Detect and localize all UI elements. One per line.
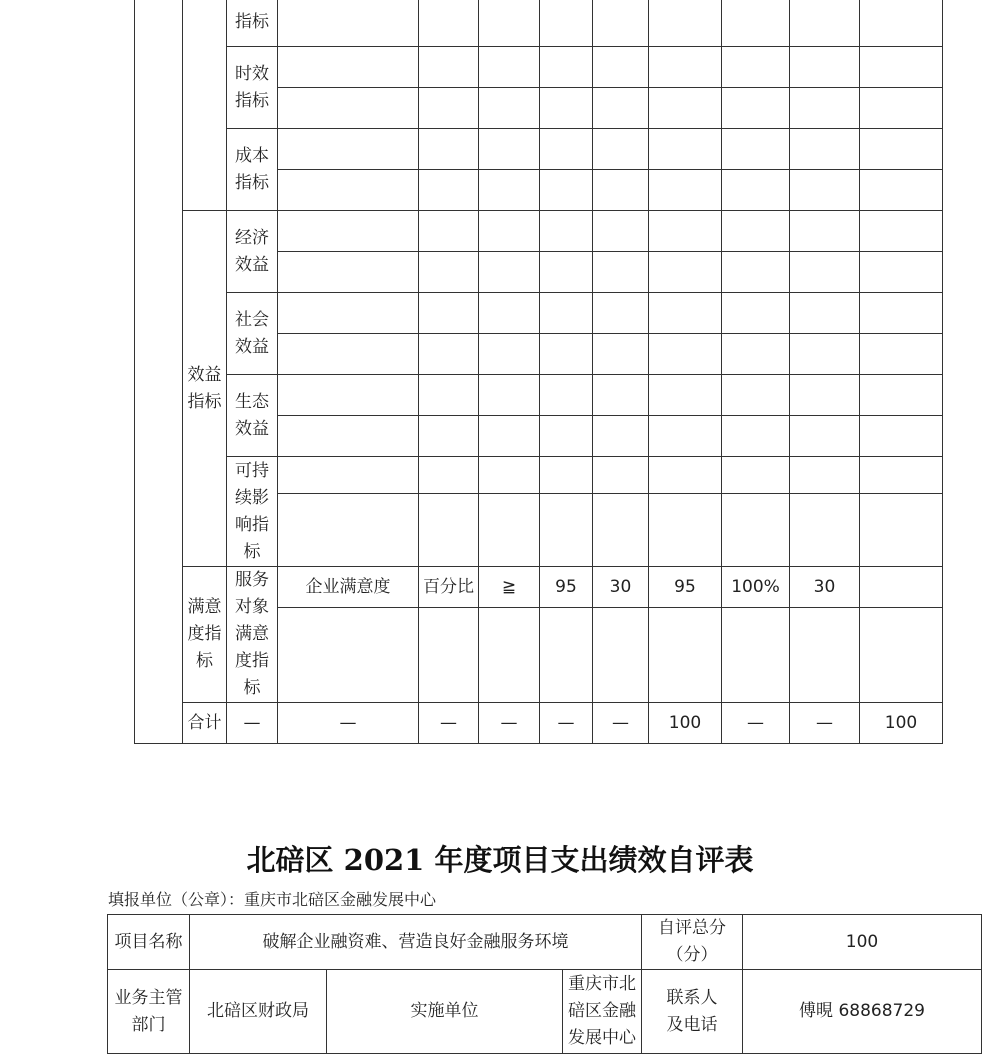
contact-value: 傅晛 68868729: [743, 970, 982, 1054]
level2-indicator-cell: [183, 211, 227, 567]
table-cell: [722, 334, 790, 375]
level3-label: 社会效益: [235, 309, 269, 357]
table-cell: [649, 88, 722, 129]
level3-indicator-cell: [227, 375, 278, 457]
table-cell: [593, 457, 649, 494]
impl-label: 实施单位: [327, 970, 563, 1054]
table-cell: [419, 494, 479, 567]
table-cell: [722, 211, 790, 252]
table-cell: [540, 334, 593, 375]
table-cell: [540, 0, 593, 47]
level1-indicator-cell: [135, 0, 183, 744]
level3-label: 指标: [235, 12, 269, 32]
level2-indicator-cell: [183, 567, 227, 703]
project-name-value: 破解企业融资难、营造良好金融服务环境: [190, 915, 642, 970]
weight-cell: 30: [593, 567, 649, 608]
table-cell: [790, 211, 860, 252]
table-cell: [540, 88, 593, 129]
table-cell: [593, 293, 649, 334]
table-cell: [722, 494, 790, 567]
table-cell: [419, 252, 479, 293]
table-cell: [790, 252, 860, 293]
table-cell: [278, 211, 419, 252]
level3-label: 可持续影响指标: [235, 460, 269, 562]
table-cell: [722, 293, 790, 334]
table-cell: [278, 252, 419, 293]
table-cell: [860, 494, 943, 567]
table-row: [135, 47, 943, 88]
table-cell: [593, 608, 649, 703]
target-value-cell: 95: [540, 567, 593, 608]
table-cell: [540, 252, 593, 293]
table-cell: [649, 494, 722, 567]
table-row: [108, 915, 982, 970]
table-row: [135, 211, 943, 252]
table-cell: [860, 211, 943, 252]
level3-label: 经济效益: [235, 227, 269, 275]
table-cell: [722, 608, 790, 703]
table-cell: [540, 293, 593, 334]
table-cell: [722, 170, 790, 211]
table-cell: [790, 334, 860, 375]
table-cell: [540, 211, 593, 252]
table-cell: [722, 0, 790, 47]
table-cell: [419, 129, 479, 170]
table-cell: [278, 334, 419, 375]
table-cell: [540, 608, 593, 703]
table-cell: [479, 457, 540, 494]
table-cell: [593, 334, 649, 375]
actual-value-cell: 95: [649, 567, 722, 608]
table-cell: [278, 608, 419, 703]
table-cell: [860, 293, 943, 334]
score-cell: 30: [790, 567, 860, 608]
level3-label: 时效指标: [235, 63, 269, 111]
level3-indicator-cell: [227, 211, 278, 293]
filler-unit-line: 填报单位（公章）：重庆市北碚区金融发展中心: [108, 890, 437, 909]
level3-indicator-cell: [227, 567, 278, 703]
contact-label: 联系人及电话: [666, 987, 718, 1035]
unit-cell: 百分比: [419, 567, 479, 608]
table-cell: [479, 416, 540, 457]
table-cell: [790, 0, 860, 47]
level3-indicator-cell: [227, 47, 278, 129]
table-cell: [419, 375, 479, 416]
table-cell: [419, 608, 479, 703]
table-cell: [860, 608, 943, 703]
table-cell: [790, 416, 860, 457]
table-cell: [419, 47, 479, 88]
table-cell: [790, 47, 860, 88]
table-cell: [790, 88, 860, 129]
level3-label: 成本指标: [235, 145, 269, 193]
table-row: [135, 129, 943, 170]
table-cell: [419, 170, 479, 211]
table-cell: [593, 0, 649, 47]
dash-cell: —: [593, 703, 649, 744]
level3-indicator-cell: [227, 0, 278, 47]
indicator-name-cell: 企业满意度: [278, 567, 419, 608]
table-cell: [278, 494, 419, 567]
table-cell: [419, 457, 479, 494]
table-cell: [540, 457, 593, 494]
table-cell: [419, 0, 479, 47]
table-row: [135, 375, 943, 416]
table-cell: [540, 129, 593, 170]
table-row: [108, 970, 982, 1054]
dash-cell: —: [278, 703, 419, 744]
table-cell: [479, 88, 540, 129]
table-cell: [722, 252, 790, 293]
table-cell: [722, 129, 790, 170]
dept-value: 北碚区财政局: [190, 970, 327, 1054]
table-cell: [722, 416, 790, 457]
table-cell: [479, 334, 540, 375]
table-cell: [649, 211, 722, 252]
weight-total-cell: 100: [649, 703, 722, 744]
table-cell: [790, 608, 860, 703]
table-cell: [593, 47, 649, 88]
dept-label-cell: [108, 970, 190, 1054]
dash-cell: —: [722, 703, 790, 744]
table-cell: [479, 211, 540, 252]
table-cell: [593, 170, 649, 211]
table-cell: [860, 457, 943, 494]
table-cell: [722, 47, 790, 88]
table-cell: [593, 129, 649, 170]
dash-cell: —: [540, 703, 593, 744]
table-cell: [593, 252, 649, 293]
table-cell: [593, 494, 649, 567]
table-row: [135, 0, 943, 47]
table-cell: [479, 608, 540, 703]
table-cell: [790, 375, 860, 416]
level2-indicator-cell: [183, 0, 227, 211]
total-row: [135, 703, 943, 744]
contact-label-cell: [642, 970, 743, 1054]
table-cell: [649, 47, 722, 88]
total-score-label: 自评总分（分）: [642, 915, 743, 970]
page-title: 北碚区 2021 年度项目支出绩效自评表: [246, 843, 754, 877]
table-cell: [722, 375, 790, 416]
level3-indicator-cell: [227, 129, 278, 211]
table-cell: [860, 0, 943, 47]
table-cell: [860, 47, 943, 88]
completion-rate-cell: 100%: [722, 567, 790, 608]
project-name-label: 项目名称: [108, 915, 190, 970]
table-row: [135, 293, 943, 334]
total-score-value: 100: [743, 915, 982, 970]
table-cell: [860, 88, 943, 129]
performance-indicator-table: [134, 0, 943, 744]
impl-value: 重庆市北碚区金融发展中心: [568, 974, 636, 1048]
table-row: [135, 567, 943, 608]
table-cell: [278, 129, 419, 170]
table-cell: [860, 567, 943, 608]
table-cell: [649, 416, 722, 457]
table-cell: [860, 334, 943, 375]
table-cell: [278, 293, 419, 334]
table-cell: [278, 375, 419, 416]
level3-label: 生态效益: [235, 391, 269, 439]
table-cell: [722, 457, 790, 494]
dash-cell: —: [419, 703, 479, 744]
table-cell: [790, 494, 860, 567]
table-cell: [479, 129, 540, 170]
table-cell: [540, 170, 593, 211]
table-cell: [419, 88, 479, 129]
table-cell: [722, 88, 790, 129]
operator-cell: ≧: [479, 567, 540, 608]
table-cell: [419, 293, 479, 334]
table-cell: [593, 375, 649, 416]
table-cell: [479, 252, 540, 293]
table-cell: [649, 608, 722, 703]
table-cell: [790, 170, 860, 211]
table-cell: [278, 457, 419, 494]
level3-indicator-cell: [227, 457, 278, 567]
table-cell: [419, 334, 479, 375]
table-cell: [479, 170, 540, 211]
level2-label: 效益指标: [187, 364, 222, 412]
dept-label: 业务主管部门: [114, 987, 183, 1035]
table-cell: [860, 129, 943, 170]
impl-value-cell: [563, 970, 642, 1054]
table-cell: [278, 170, 419, 211]
table-cell: [649, 293, 722, 334]
table-cell: [278, 88, 419, 129]
table-cell: [649, 0, 722, 47]
level3-label: 服务对象满意度指标: [235, 570, 269, 698]
table-cell: [649, 334, 722, 375]
table-cell: [278, 47, 419, 88]
table-cell: [649, 457, 722, 494]
table-cell: [790, 129, 860, 170]
level2-label: 满意度指标: [187, 597, 222, 671]
level3-indicator-cell: [227, 293, 278, 375]
table-cell: [278, 416, 419, 457]
table-cell: [593, 88, 649, 129]
table-cell: [540, 416, 593, 457]
total-label: 合计: [183, 703, 227, 744]
table-cell: [419, 416, 479, 457]
dash-cell: —: [790, 703, 860, 744]
table-cell: [278, 0, 419, 47]
table-cell: [649, 170, 722, 211]
table-cell: [479, 375, 540, 416]
table-cell: [479, 293, 540, 334]
table-cell: [860, 170, 943, 211]
project-info-table: [107, 914, 982, 1054]
table-cell: [593, 211, 649, 252]
table-cell: [479, 47, 540, 88]
dash-cell: —: [479, 703, 540, 744]
score-total-cell: 100: [860, 703, 943, 744]
table-cell: [649, 375, 722, 416]
table-cell: [419, 211, 479, 252]
table-cell: [479, 0, 540, 47]
table-cell: [479, 494, 540, 567]
dash-cell: —: [227, 703, 278, 744]
table-cell: [790, 293, 860, 334]
table-cell: [540, 494, 593, 567]
table-cell: [540, 47, 593, 88]
table-cell: [860, 375, 943, 416]
table-cell: [649, 252, 722, 293]
table-cell: [790, 457, 860, 494]
table-row: [135, 457, 943, 494]
table-cell: [860, 252, 943, 293]
table-cell: [649, 129, 722, 170]
table-cell: [593, 416, 649, 457]
table-cell: [540, 375, 593, 416]
table-cell: [860, 416, 943, 457]
